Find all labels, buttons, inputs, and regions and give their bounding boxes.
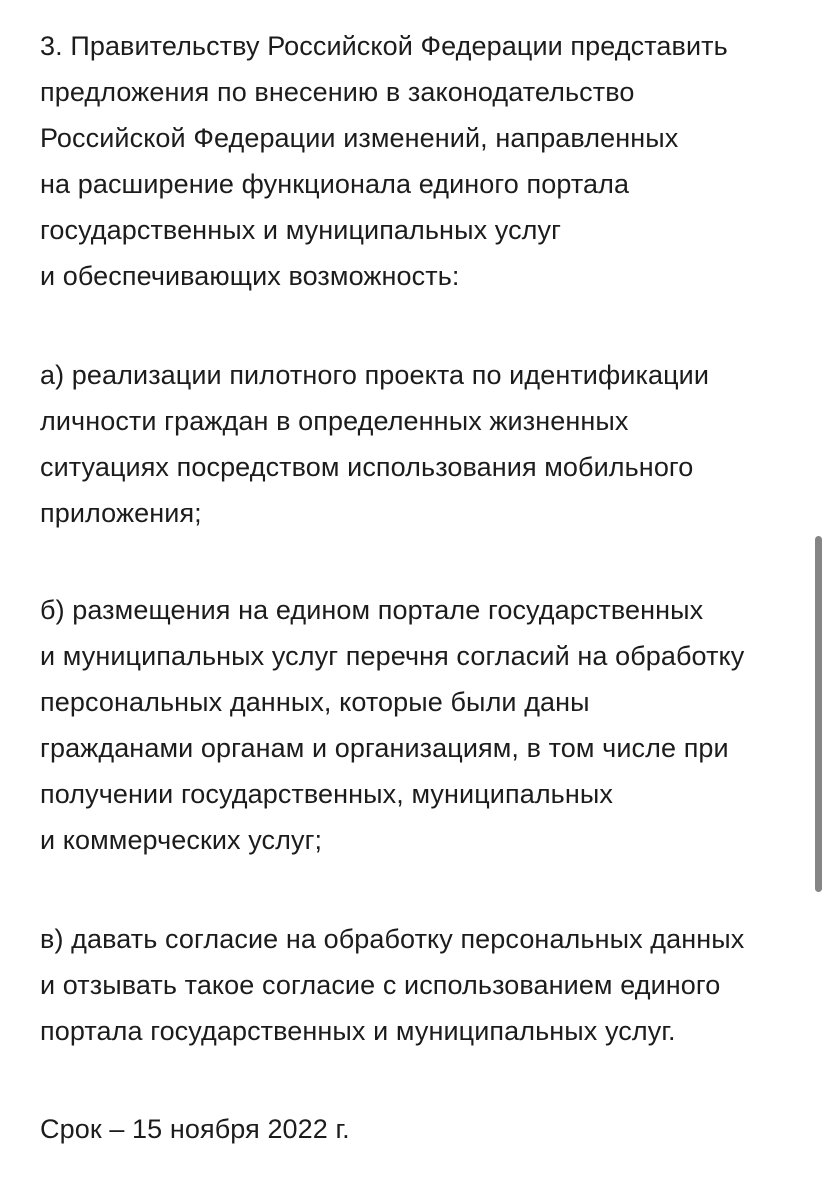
item-v-line: портала государственных и муниципальных услуг. <box>40 1016 676 1046</box>
item-b-line: гражданами органам и организациям, в том числе при <box>40 733 729 763</box>
paragraph-3-line: на расширение функционала единого портала <box>40 169 630 199</box>
paragraph-3-line: предложения по внесению в законодательство <box>40 77 635 107</box>
item-b-line: получении государственных, муниципальных <box>40 779 613 809</box>
item-b-line: персональных данных, которые были даны <box>40 687 590 717</box>
item-b-line: б) размещения на едином портале государственных <box>40 595 704 625</box>
paragraph-3-line: государственных и муниципальных услуг <box>40 215 562 245</box>
item-a-line: а) реализации пилотного проекта по идентификации <box>40 360 710 390</box>
paragraph-3-line: Российской Федерации изменений, направленных <box>40 123 679 153</box>
item-b-line: и коммерческих услуг; <box>40 825 323 855</box>
item-a-line: ситуациях посредством использования мобильного <box>40 452 694 482</box>
item-a-line: личности граждан в определенных жизненных <box>40 406 629 436</box>
paragraph-3-line: и обеспечивающих возможность: <box>40 261 460 291</box>
deadline-text: Срок – 15 ноября 2022 г. <box>40 1114 350 1144</box>
item-v <box>40 916 744 1054</box>
item-b-line: и муниципальных услуг перечня согласий на обработку <box>40 641 745 671</box>
item-v-line: в) давать согласие на обработку персональных данных <box>40 924 745 954</box>
item-a-line: приложения; <box>40 498 202 528</box>
scrollbar-thumb[interactable] <box>815 536 822 892</box>
item-a <box>40 352 709 536</box>
deadline <box>40 1106 350 1152</box>
paragraph-3 <box>40 23 728 299</box>
paragraph-3-line: 3. Правительству Российской Федерации представить <box>40 31 728 61</box>
item-b <box>40 587 744 863</box>
item-v-line: и отзывать такое согласие с использованием единого <box>40 970 721 1000</box>
